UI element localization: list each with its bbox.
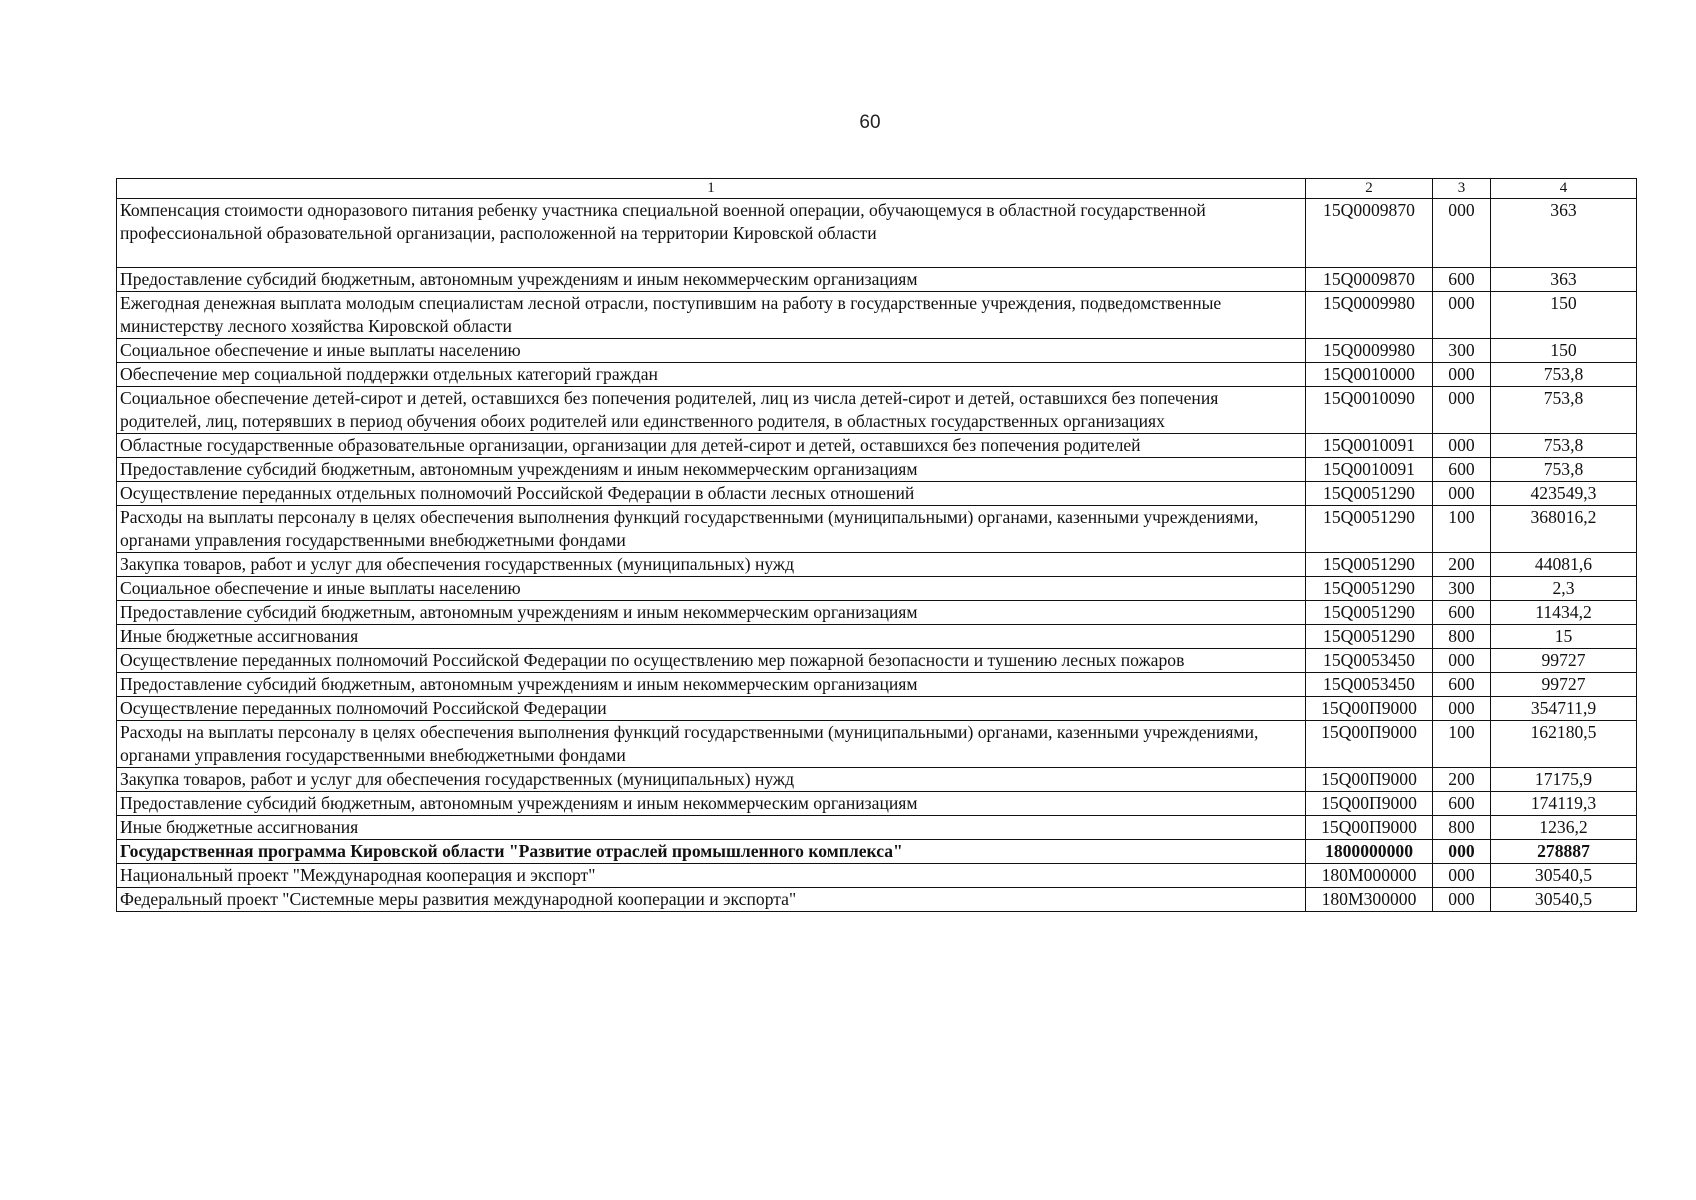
row-amount-cell: 11434,2 — [1491, 601, 1637, 625]
row-amount-cell: 150 — [1491, 339, 1637, 363]
row-code-cell: 15Q0051290 — [1306, 601, 1433, 625]
header-col-1: 1 — [117, 179, 1306, 199]
row-type-cell: 600 — [1433, 673, 1491, 697]
table-row — [117, 506, 1637, 553]
row-name-cell: Закупка товаров, работ и услуг для обеспечения государственных (муниципальных) нужд — [117, 553, 1306, 577]
table-row — [117, 339, 1637, 363]
row-amount-cell: 150 — [1491, 292, 1637, 339]
row-amount-cell: 363 — [1491, 268, 1637, 292]
table-row — [117, 434, 1637, 458]
row-amount-cell: 363 — [1491, 199, 1637, 268]
row-type-cell: 000 — [1433, 292, 1491, 339]
row-name-cell: Расходы на выплаты персоналу в целях обеспечения выполнения функций государственными (муниципальными) органами, казенными учреждениями, органами управления государственными внебюджетными фондами — [117, 506, 1306, 553]
table-row — [117, 840, 1637, 864]
table-row — [117, 649, 1637, 673]
row-code-cell: 15Q00П9000 — [1306, 768, 1433, 792]
row-code-cell: 15Q0051290 — [1306, 577, 1433, 601]
row-code-cell: 15Q00П9000 — [1306, 697, 1433, 721]
row-type-cell: 100 — [1433, 506, 1491, 553]
row-amount-cell: 423549,3 — [1491, 482, 1637, 506]
row-amount-cell: 753,8 — [1491, 434, 1637, 458]
row-name-cell: Национальный проект "Международная кооперация и экспорт" — [117, 864, 1306, 888]
row-amount-cell: 99727 — [1491, 673, 1637, 697]
table-row — [117, 292, 1637, 339]
row-type-cell: 000 — [1433, 434, 1491, 458]
row-name-cell: Осуществление переданных полномочий Российской Федерации — [117, 697, 1306, 721]
row-type-cell: 000 — [1433, 888, 1491, 912]
table-row — [117, 363, 1637, 387]
row-name-cell: Компенсация стоимости одноразового питания ребенку участника специальной военной операции, обучающемуся в областной государственной профессиональной образовательной организации, расположенной на территории Кировской области — [117, 199, 1306, 268]
row-name-cell: Предоставление субсидий бюджетным, автономным учреждениям и иным некоммерческим организациям — [117, 458, 1306, 482]
table-body — [117, 199, 1637, 912]
table-row — [117, 888, 1637, 912]
row-amount-cell: 753,8 — [1491, 387, 1637, 434]
table-row — [117, 864, 1637, 888]
row-amount-cell: 99727 — [1491, 649, 1637, 673]
row-type-cell: 300 — [1433, 577, 1491, 601]
table-row — [117, 482, 1637, 506]
header-col-3: 3 — [1433, 179, 1491, 199]
row-code-cell: 15Q00П9000 — [1306, 816, 1433, 840]
row-type-cell: 000 — [1433, 864, 1491, 888]
row-type-cell: 000 — [1433, 199, 1491, 268]
table-row — [117, 673, 1637, 697]
row-type-cell: 000 — [1433, 697, 1491, 721]
row-amount-cell: 1236,2 — [1491, 816, 1637, 840]
table-row — [117, 697, 1637, 721]
row-type-cell: 200 — [1433, 553, 1491, 577]
table-row — [117, 721, 1637, 768]
row-code-cell: 15Q0010090 — [1306, 387, 1433, 434]
row-type-cell: 000 — [1433, 363, 1491, 387]
row-amount-cell: 2,3 — [1491, 577, 1637, 601]
row-code-cell: 15Q0051290 — [1306, 625, 1433, 649]
table-row — [117, 458, 1637, 482]
table-row — [117, 601, 1637, 625]
row-code-cell: 180M000000 — [1306, 864, 1433, 888]
row-name-cell: Федеральный проект "Системные меры развития международной кооперации и экспорта" — [117, 888, 1306, 912]
table-row — [117, 816, 1637, 840]
row-code-cell: 15Q0010091 — [1306, 458, 1433, 482]
row-type-cell: 000 — [1433, 649, 1491, 673]
row-type-cell: 600 — [1433, 268, 1491, 292]
row-code-cell: 15Q0051290 — [1306, 553, 1433, 577]
page-number: 60 — [859, 112, 881, 133]
row-type-cell: 800 — [1433, 816, 1491, 840]
row-name-cell: Иные бюджетные ассигнования — [117, 625, 1306, 649]
row-code-cell: 15Q0053450 — [1306, 673, 1433, 697]
row-name-cell: Социальное обеспечение детей-сирот и детей, оставшихся без попечения родителей, лиц из числа детей-сирот и детей, оставшихся без попечения родителей, лиц, потерявших в период обучения обоих родителей или единственного родителя, в областных государственных организациях — [117, 387, 1306, 434]
row-amount-cell: 278887 — [1491, 840, 1637, 864]
row-amount-cell: 30540,5 — [1491, 888, 1637, 912]
row-code-cell: 1800000000 — [1306, 840, 1433, 864]
row-amount-cell: 753,8 — [1491, 363, 1637, 387]
row-name-cell: Осуществление переданных полномочий Российской Федерации по осуществлению мер пожарной безопасности и тушению лесных пожаров — [117, 649, 1306, 673]
row-name-cell: Предоставление субсидий бюджетным, автономным учреждениям и иным некоммерческим организациям — [117, 601, 1306, 625]
row-name-cell: Предоставление субсидий бюджетным, автономным учреждениям и иным некоммерческим организациям — [117, 792, 1306, 816]
row-code-cell: 15Q0009980 — [1306, 292, 1433, 339]
row-name-cell: Осуществление переданных отдельных полномочий Российской Федерации в области лесных отношений — [117, 482, 1306, 506]
row-code-cell: 15Q0010000 — [1306, 363, 1433, 387]
row-amount-cell: 368016,2 — [1491, 506, 1637, 553]
row-amount-cell: 174119,3 — [1491, 792, 1637, 816]
header-col-4: 4 — [1491, 179, 1637, 199]
table-row — [117, 199, 1637, 268]
row-type-cell: 100 — [1433, 721, 1491, 768]
row-type-cell: 000 — [1433, 482, 1491, 506]
row-type-cell: 000 — [1433, 840, 1491, 864]
row-name-cell: Иные бюджетные ассигнования — [117, 816, 1306, 840]
row-type-cell: 200 — [1433, 768, 1491, 792]
row-name-cell: Обеспечение мер социальной поддержки отдельных категорий граждан — [117, 363, 1306, 387]
row-name-cell: Закупка товаров, работ и услуг для обеспечения государственных (муниципальных) нужд — [117, 768, 1306, 792]
row-type-cell: 000 — [1433, 387, 1491, 434]
row-amount-cell: 44081,6 — [1491, 553, 1637, 577]
row-amount-cell: 753,8 — [1491, 458, 1637, 482]
row-code-cell: 15Q0009870 — [1306, 268, 1433, 292]
table-row — [117, 268, 1637, 292]
row-code-cell: 15Q0009870 — [1306, 199, 1433, 268]
row-code-cell: 180M300000 — [1306, 888, 1433, 912]
row-code-cell: 15Q0051290 — [1306, 506, 1433, 553]
row-type-cell: 600 — [1433, 792, 1491, 816]
table-header-row — [117, 179, 1637, 199]
row-amount-cell: 162180,5 — [1491, 721, 1637, 768]
header-col-2: 2 — [1306, 179, 1433, 199]
table-row — [117, 625, 1637, 649]
row-code-cell: 15Q0010091 — [1306, 434, 1433, 458]
row-type-cell: 600 — [1433, 601, 1491, 625]
row-type-cell: 600 — [1433, 458, 1491, 482]
table-row — [117, 577, 1637, 601]
row-code-cell: 15Q0051290 — [1306, 482, 1433, 506]
row-code-cell: 15Q00П9000 — [1306, 792, 1433, 816]
row-name-cell: Социальное обеспечение и иные выплаты населению — [117, 339, 1306, 363]
row-amount-cell: 354711,9 — [1491, 697, 1637, 721]
table-row — [117, 792, 1637, 816]
row-name-cell: Областные государственные образовательные организации, организации для детей-сирот и детей, оставшихся без попечения родителей — [117, 434, 1306, 458]
table-row — [117, 768, 1637, 792]
row-name-cell: Расходы на выплаты персоналу в целях обеспечения выполнения функций государственными (муниципальными) органами, казенными учреждениями, органами управления государственными внебюджетными фондами — [117, 721, 1306, 768]
row-name-cell: Социальное обеспечение и иные выплаты населению — [117, 577, 1306, 601]
row-name-cell: Государственная программа Кировской области "Развитие отраслей промышленного комплекса" — [117, 840, 1306, 864]
row-amount-cell: 15 — [1491, 625, 1637, 649]
row-type-cell: 800 — [1433, 625, 1491, 649]
row-amount-cell: 30540,5 — [1491, 864, 1637, 888]
row-amount-cell: 17175,9 — [1491, 768, 1637, 792]
row-code-cell: 15Q00П9000 — [1306, 721, 1433, 768]
budget-table — [116, 178, 1637, 912]
table-row — [117, 387, 1637, 434]
row-name-cell: Предоставление субсидий бюджетным, автономным учреждениям и иным некоммерческим организациям — [117, 673, 1306, 697]
row-code-cell: 15Q0009980 — [1306, 339, 1433, 363]
row-type-cell: 300 — [1433, 339, 1491, 363]
table-row — [117, 553, 1637, 577]
row-code-cell: 15Q0053450 — [1306, 649, 1433, 673]
row-name-cell: Предоставление субсидий бюджетным, автономным учреждениям и иным некоммерческим организациям — [117, 268, 1306, 292]
row-name-cell: Ежегодная денежная выплата молодым специалистам лесной отрасли, поступившим на работу в государственные учреждения, подведомственные министерству лесного хозяйства Кировской области — [117, 292, 1306, 339]
